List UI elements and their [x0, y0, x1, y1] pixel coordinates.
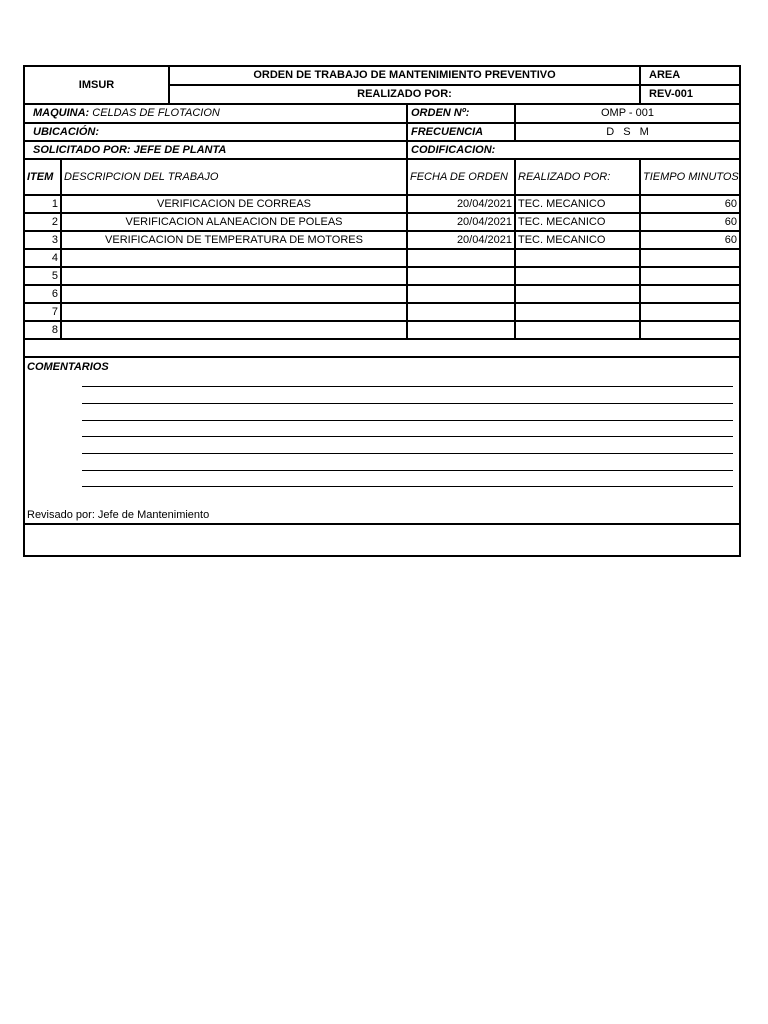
- cell-descripcion: [62, 286, 408, 304]
- comment-line: [82, 403, 733, 404]
- comment-line: [82, 486, 733, 487]
- comment-line: [82, 470, 733, 471]
- cell-realizado: TEC. MECANICO: [516, 232, 641, 250]
- cell-descripcion: VERIFICACION DE CORREAS: [62, 196, 408, 214]
- ubicacion-label: UBICACIÓN:: [25, 124, 408, 142]
- cell-fecha: [408, 304, 516, 322]
- comments-label: COMENTARIOS: [27, 361, 109, 373]
- cell-realizado: TEC. MECANICO: [516, 214, 641, 232]
- cell-tiempo: [641, 286, 739, 304]
- cell-fecha: [408, 250, 516, 268]
- orden-label: ORDEN Nº:: [408, 105, 516, 124]
- cell-realizado: [516, 250, 641, 268]
- col-realizado: REALIZADO POR:: [516, 160, 641, 196]
- cell-tiempo: [641, 250, 739, 268]
- orden-value: OMP - 001: [516, 105, 739, 124]
- cell-realizado: TEC. MECANICO: [516, 196, 641, 214]
- col-item: ITEM: [25, 160, 62, 196]
- area-label: AREA: [641, 67, 739, 86]
- cell-descripcion: [62, 322, 408, 340]
- cell-item: 8: [25, 322, 62, 340]
- cell-fecha: 20/04/2021: [408, 214, 516, 232]
- comment-line: [82, 436, 733, 437]
- cell-fecha: [408, 286, 516, 304]
- comment-line: [82, 386, 733, 387]
- maquina-value: CELDAS DE FLOTACION: [92, 107, 220, 119]
- codificacion-label: CODIFICACION:: [408, 142, 739, 160]
- comment-line: [82, 420, 733, 421]
- cell-item: 3: [25, 232, 62, 250]
- cell-descripcion: [62, 268, 408, 286]
- cell-item: 2: [25, 214, 62, 232]
- cell-realizado: [516, 286, 641, 304]
- company-name: IMSUR: [25, 67, 170, 105]
- cell-tiempo: [641, 304, 739, 322]
- cell-tiempo: 60: [641, 196, 739, 214]
- cell-tiempo: [641, 268, 739, 286]
- cell-fecha: 20/04/2021: [408, 232, 516, 250]
- cell-descripcion: VERIFICACION ALANEACION DE POLEAS: [62, 214, 408, 232]
- cell-tiempo: 60: [641, 214, 739, 232]
- cell-item: 1: [25, 196, 62, 214]
- col-fecha: FECHA DE ORDEN: [408, 160, 516, 196]
- maquina-field: [25, 105, 408, 124]
- frecuencia-label: FRECUENCIA: [408, 124, 516, 142]
- cell-tiempo: 60: [641, 232, 739, 250]
- cell-realizado: [516, 322, 641, 340]
- cell-tiempo: [641, 322, 739, 340]
- revisado-por: Revisado por: Jefe de Mantenimiento: [27, 509, 210, 521]
- form-title: ORDEN DE TRABAJO DE MANTENIMIENTO PREVENTIVO: [170, 67, 641, 86]
- cell-fecha: [408, 322, 516, 340]
- cell-realizado: [516, 268, 641, 286]
- col-tiempo: TIEMPO MINUTOS: [641, 160, 739, 196]
- solicitado-por: SOLICITADO POR: JEFE DE PLANTA: [25, 142, 408, 160]
- cell-descripcion: [62, 304, 408, 322]
- col-descripcion: DESCRIPCION DEL TRABAJO: [62, 160, 408, 196]
- cell-item: 6: [25, 286, 62, 304]
- comment-line: [82, 453, 733, 454]
- cell-item: 7: [25, 304, 62, 322]
- cell-fecha: [408, 268, 516, 286]
- spacer-row: [25, 340, 739, 358]
- frecuencia-value: D S M: [516, 124, 739, 142]
- cell-descripcion: [62, 250, 408, 268]
- revision-code: REV-001: [641, 86, 739, 105]
- cell-fecha: 20/04/2021: [408, 196, 516, 214]
- cell-realizado: [516, 304, 641, 322]
- maquina-label: MAQUINA:: [33, 107, 90, 119]
- cell-item: 4: [25, 250, 62, 268]
- realizado-por-header: REALIZADO POR:: [170, 86, 641, 105]
- signature-divider: [25, 523, 739, 525]
- cell-item: 5: [25, 268, 62, 286]
- work-order-form: [23, 65, 741, 557]
- cell-descripcion: VERIFICACION DE TEMPERATURA DE MOTORES: [62, 232, 408, 250]
